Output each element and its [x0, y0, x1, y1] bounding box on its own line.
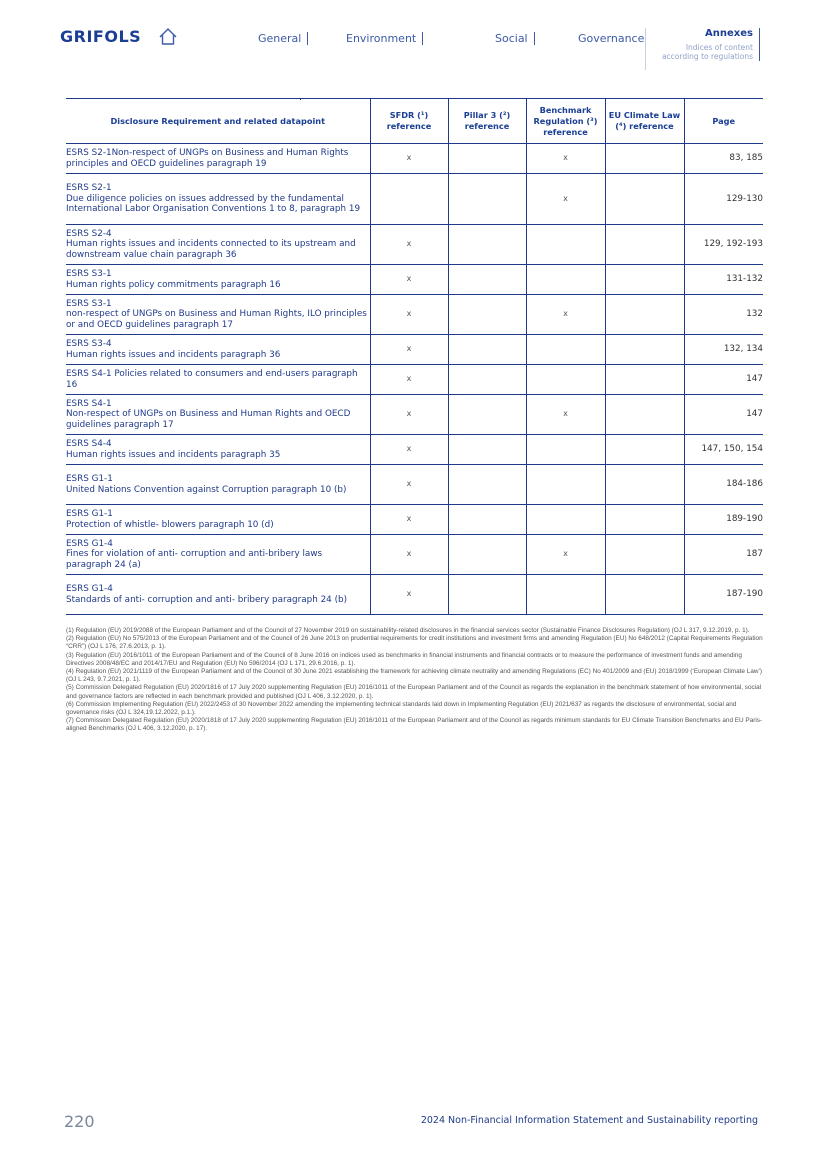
header-requirement: Disclosure Requirement and related datapoint — [66, 99, 370, 144]
table-row — [66, 144, 763, 174]
requirement-description: Protection of whistle- blowers paragraph 10 (d) — [66, 519, 274, 530]
pillar3-cell — [448, 265, 526, 295]
table-row — [66, 365, 763, 395]
requirement-cell — [66, 144, 370, 174]
table-row — [66, 335, 763, 365]
sfdr-cell: x — [370, 535, 448, 575]
requirement-description: Non-respect of UNGPs on Business and Human Rights and OECD guidelines paragraph 17 — [66, 409, 351, 430]
eu-climate-cell — [605, 395, 684, 435]
requirement-description: Due diligence policies on issues addressed by the fundamental International Labor Organisation Conventions 1 to 8, paragraph 19 — [66, 193, 361, 215]
pillar3-cell — [448, 395, 526, 435]
grifols-logo[interactable]: GRIFOLS — [60, 27, 142, 46]
nav-social[interactable]: Social — [495, 32, 535, 45]
page-cell: 147 — [684, 365, 763, 395]
header-page: Page — [684, 99, 763, 144]
table-row — [66, 225, 763, 265]
benchmark-cell — [526, 465, 605, 505]
annexes-subtitle-line-2: according to regulations — [661, 52, 753, 61]
requirement-title: ESRS S3-4 — [66, 339, 112, 349]
table-body — [66, 144, 763, 615]
top-navigation — [0, 0, 825, 80]
footnote: (3) Regulation (EU) 2016/1011 of the European Parliament and of the Council of 8 June 2016 on indices used as benchmarks in financial instruments and financial contracts or to measure the performance of investment funds and amending Directives 2008/48/EC and 2014/17/EU and Regulation (EU) No 596/2014 (OJ L 171, 29.6.2016, p. 1). — [66, 651, 742, 667]
pillar3-cell — [448, 295, 526, 335]
table-row — [66, 265, 763, 295]
page-cell: 132, 134 — [684, 335, 763, 365]
header-pillar3: Pillar 3 (²) reference — [448, 99, 526, 144]
benchmark-cell: x — [526, 395, 605, 435]
disclosure-table — [66, 98, 763, 615]
nav-divider — [645, 28, 646, 70]
nav-general[interactable]: General — [258, 32, 308, 45]
benchmark-cell — [526, 505, 605, 535]
requirement-title: ESRS G1-4 — [66, 584, 113, 594]
requirement-title: ESRS S4-1 — [66, 398, 112, 409]
footnote: (4) Regulation (EU) 2021/1119 of the European Parliament and of the Council of 30 June 2021 establishing the framework for achieving climate neutrality and amending Regulations (EC) No 401/2009 and (EU) 2018/1999 (‘European Climate Law’) (OJ L 243, 9.7.2021, p. 1). — [66, 668, 763, 684]
sfdr-cell: x — [370, 335, 448, 365]
sfdr-cell: x — [370, 465, 448, 505]
footer-title: 2024 Non-Financial Information Statement and Sustainability reporting — [420, 1115, 758, 1126]
requirement-description: Fines for violation of anti- corruption and anti-bribery laws paragraph 24 (a) — [66, 549, 323, 570]
page-cell: 132 — [684, 295, 763, 335]
requirement-description: Human rights issues and incidents paragraph 36 — [66, 349, 281, 360]
page-cell: 184-186 — [684, 465, 763, 505]
nav-governance[interactable]: Governance — [578, 32, 645, 45]
sfdr-cell: x — [370, 435, 448, 465]
table-row — [66, 435, 763, 465]
benchmark-cell: x — [526, 174, 605, 225]
requirement-title: ESRS S3-1 — [66, 298, 112, 309]
requirement-description: United Nations Convention against Corruption paragraph 10 (b) — [66, 484, 347, 495]
table-row — [66, 575, 763, 615]
requirement-cell — [66, 575, 370, 615]
page-cell: 189-190 — [684, 505, 763, 535]
pillar3-cell — [448, 575, 526, 615]
sfdr-cell: x — [370, 365, 448, 395]
sfdr-cell: x — [370, 295, 448, 335]
requirement-cell — [66, 365, 370, 395]
benchmark-cell: x — [526, 144, 605, 174]
footnotes — [66, 627, 763, 734]
requirement-title: ESRS G1-4 — [66, 538, 113, 549]
sfdr-cell — [370, 174, 448, 225]
requirement-description: Human rights issues and incidents paragraph 35 — [66, 449, 281, 460]
requirement-title: ESRS S4-4 — [66, 439, 112, 449]
home-icon[interactable] — [158, 27, 178, 47]
annexes-subtitle-line-1: Indices of content — [685, 43, 753, 52]
table-row — [66, 535, 763, 575]
benchmark-cell — [526, 575, 605, 615]
benchmark-cell — [526, 225, 605, 265]
header-benchmark: Benchmark Regulation (³) reference — [526, 99, 605, 144]
header-sfdr: SFDR (¹) reference — [370, 99, 448, 144]
eu-climate-cell — [605, 575, 684, 615]
requirement-title: ESRS S3-1 — [66, 269, 112, 279]
sfdr-cell: x — [370, 265, 448, 295]
footnote: (5) Commission Delegated Regulation (EU) 2020/1816 of 17 July 2020 supplementing Regulation (EU) 2016/1011 of the European Parliament and of the Council as regards the explanation in the benchmark statement of how environmental, social and governance factors are reflected in each benchmark provided and published (OJ L 406, 3.12.2020, p. 1). — [66, 684, 762, 700]
requirement-description: Human rights issues and incidents connected to its upstream and downstream value chain paragraph 36 — [66, 239, 356, 260]
page-cell: 83, 185 — [684, 144, 763, 174]
sfdr-cell: x — [370, 144, 448, 174]
table-row — [66, 295, 763, 335]
nav-environment[interactable]: Environment — [346, 32, 423, 45]
pillar3-cell — [448, 174, 526, 225]
sfdr-cell: x — [370, 505, 448, 535]
requirement-cell — [66, 435, 370, 465]
requirement-title: ESRS S2-4 — [66, 228, 112, 239]
requirement-description: non-respect of UNGPs on Business and Human Rights, ILO principles or and OECD guidelines paragraph 17 — [66, 309, 367, 330]
requirement-title: ESRS S2-1Non-respect of UNGPs on Business and Human Rights principles and OECD guidelines paragraph 19 — [66, 148, 349, 169]
requirement-description: Standards of anti- corruption and anti- bribery paragraph 24 (b) — [66, 594, 348, 605]
pillar3-cell — [448, 505, 526, 535]
eu-climate-cell — [605, 265, 684, 295]
requirement-title: ESRS S2-1 — [66, 183, 112, 194]
benchmark-cell — [526, 265, 605, 295]
footnote: (1) Regulation (EU) 2019/2088 of the European Parliament and of the Council of 27 November 2019 on sustainability-related disclosures in the financial services sector (Sustainable Finance Disclosures Regulation) (OJ L 317, 9.12.2019, p. 1). — [66, 627, 750, 634]
pillar3-cell — [448, 365, 526, 395]
pillar3-cell — [448, 435, 526, 465]
requirement-cell — [66, 465, 370, 505]
sfdr-cell: x — [370, 395, 448, 435]
pillar3-cell — [448, 465, 526, 505]
eu-climate-cell — [605, 505, 684, 535]
footnote: (7) Commission Delegated Regulation (EU) 2020/1818 of 17 July 2020 supplementing Regulation (EU) 2016/1011 of the European Parliament and of the Council as regards minimum standards for EU Climate Transition Benchmarks and EU Paris-aligned Benchmarks (OJ L 406, 3.12.2020, p. 17). — [66, 717, 763, 733]
requirement-cell — [66, 265, 370, 295]
header-eu-climate: EU Climate Law (⁴) reference — [605, 99, 684, 144]
page-cell: 147, 150, 154 — [684, 435, 763, 465]
page-number: 220 — [64, 1112, 95, 1131]
annexes-subtitle — [662, 43, 753, 61]
requirement-cell — [66, 535, 370, 575]
requirement-cell — [66, 174, 370, 225]
page-cell: 187-190 — [684, 575, 763, 615]
table-row — [66, 395, 763, 435]
benchmark-cell — [526, 365, 605, 395]
sfdr-cell: x — [370, 575, 448, 615]
eu-climate-cell — [605, 365, 684, 395]
eu-climate-cell — [605, 535, 684, 575]
requirement-title: ESRS G1-1 — [66, 474, 113, 484]
eu-climate-cell — [605, 144, 684, 174]
pillar3-cell — [448, 225, 526, 265]
eu-climate-cell — [605, 465, 684, 505]
footnote: (2) Regulation (EU) No 575/2013 of the European Parliament and of the Council of 26 June 2013 on prudential requirements for credit institutions and investment firms and amending Regulation (EU) No 648/2012 (Capital Requirements Regulation “CRR”) (OJ L 176, 27.6.2013, p. 1). — [66, 635, 763, 651]
requirement-title: ESRS G1-1 — [66, 509, 113, 519]
page-cell: 131-132 — [684, 265, 763, 295]
pillar3-cell — [448, 144, 526, 174]
benchmark-cell: x — [526, 535, 605, 575]
eu-climate-cell — [605, 295, 684, 335]
benchmark-cell — [526, 335, 605, 365]
requirement-description: Human rights policy commitments paragraph 16 — [66, 279, 281, 290]
requirement-cell — [66, 225, 370, 265]
pillar3-cell — [448, 335, 526, 365]
requirement-cell — [66, 505, 370, 535]
benchmark-cell — [526, 435, 605, 465]
requirement-title: ESRS S4-1 Policies related to consumers and end-users paragraph 16 — [66, 369, 358, 390]
eu-climate-cell — [605, 435, 684, 465]
page-cell: 129, 192-193 — [684, 225, 763, 265]
requirement-cell — [66, 335, 370, 365]
eu-climate-cell — [605, 174, 684, 225]
sfdr-cell: x — [370, 225, 448, 265]
requirement-cell — [66, 295, 370, 335]
table-row — [66, 465, 763, 505]
footnote: (6) Commission Implementing Regulation (EU) 2022/2453 of 30 November 2022 amending the implementing technical standards laid down in Implementing Regulation (EU) 2021/637 as regards the disclosure of environmental, social and governance risks (OJ L 324,19.12.2022, p.1.). — [66, 700, 737, 717]
requirement-cell — [66, 395, 370, 435]
pillar3-cell — [448, 535, 526, 575]
table-header-row — [66, 99, 763, 144]
nav-annexes[interactable] — [662, 28, 760, 61]
annexes-title[interactable]: Annexes — [705, 28, 753, 39]
page-cell: 147 — [684, 395, 763, 435]
table-row — [66, 505, 763, 535]
eu-climate-cell — [605, 335, 684, 365]
table-row — [66, 174, 763, 225]
benchmark-cell: x — [526, 295, 605, 335]
eu-climate-cell — [605, 225, 684, 265]
page-cell: 129-130 — [684, 174, 763, 225]
page-cell: 187 — [684, 535, 763, 575]
